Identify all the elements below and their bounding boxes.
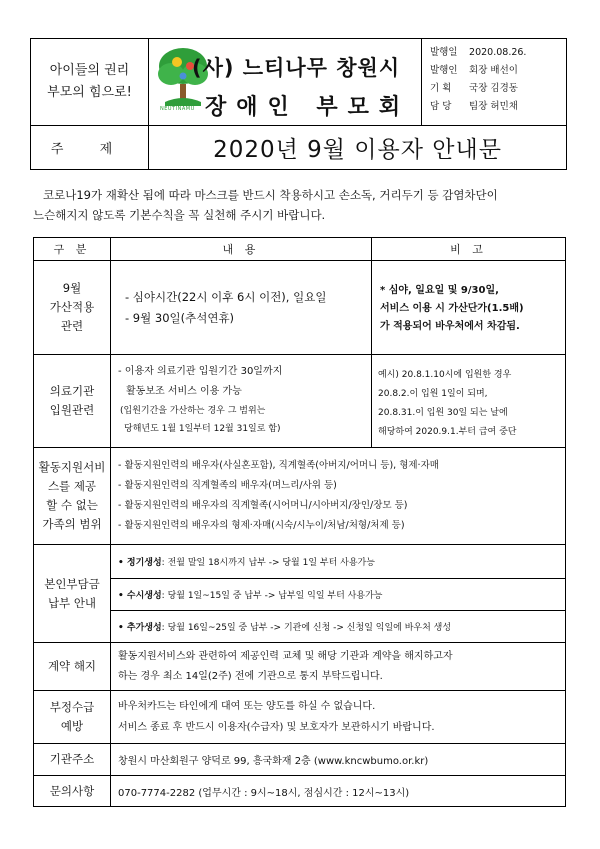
family-list <box>118 456 564 536</box>
logo-text: NEUTINAMU <box>160 106 195 112</box>
header-note: 비 고 <box>450 243 487 256</box>
slogan-line-1: 아이들의 권리 <box>49 63 130 78</box>
payment-regular: • 정기생성 : 전월 말일 18시까지 납부 -> 당월 1일 부터 사용가능 <box>118 558 375 568</box>
table-row-label-payment: 본인부담금 납부 안내 <box>44 576 100 610</box>
publish-date: 2020.08.26. <box>469 47 527 58</box>
intro-line-1: 코로나19가 재확산 됨에 따라 마스크를 반드시 착용하시고 손소독, 거리두기 등 감염차단이 <box>43 188 498 202</box>
list-item: - 활동지원인력의 배우자의 형제·자매(시숙/시누이/처남/처형/처제 등) <box>118 520 405 531</box>
header-content: 내 용 <box>222 243 260 256</box>
manager-row: 담 당 팀장 허민채 <box>430 101 518 112</box>
list-item: - 활동지원인력의 배우자의 직계혈족(시어머니/시아버지/장인/장모 등) <box>118 500 408 511</box>
table-row-label-family: 활동지원서비 스를 제공 할 수 없는 가족의 범위 <box>38 460 106 531</box>
table-row-label-fraud: 부정수급 예방 <box>49 700 95 733</box>
org-name-line-1: (사) 느티나무 창원시 <box>192 56 401 80</box>
extra-charge-note: * 심야, 일요일 및 9/30일, 서비스 이용 시 가산단가(1.5배) 가 적용되어 바우처에서 차감됨. <box>380 285 524 332</box>
intro-paragraph <box>33 185 573 225</box>
manager: 팀장 허민채 <box>469 101 518 112</box>
intro-line-2: 느슨해지지 않도록 기본수칙을 꼭 실천해 주시기 바랍니다. <box>33 208 326 222</box>
table-row-label-extra-charge: 9월 가산적용 관련 <box>49 281 95 333</box>
slogan <box>31 39 148 125</box>
publish-date-row: 발행일 2020.08.26. <box>430 47 527 58</box>
table-row-label-contact: 문의사항 <box>49 783 95 798</box>
address-value: 창원시 마산회원구 양덕로 99, 흥국화재 2층 (www.kncwbumo.or.kr) <box>118 756 429 767</box>
subject-label: 주 제 <box>50 142 129 157</box>
payment-additional: • 추가생성 : 당월 16일~25일 중 납부 -> 기관에 신청 -> 신청일 익일에 바우처 생성 <box>118 623 452 633</box>
publisher-row: 발행인 회장 배선이 <box>430 65 518 76</box>
table-row-label-hospital: 의료기관 입원관련 <box>49 384 95 417</box>
fraud-content: 바우처카드는 타인에게 대여 또는 양도를 하실 수 없습니다. 서비스 종료 후 반드시 이용자(수급자) 및 보호자가 보관하시기 바랍니다. <box>118 701 435 733</box>
extra-charge-content: - 심야시간(22시 이후 6시 이전), 일요일 - 9월 30일(추석연휴) <box>125 290 327 325</box>
slogan-line-2: 부모의 힘으로! <box>47 85 132 100</box>
publisher: 회장 배선이 <box>469 65 518 76</box>
payment-occasional: • 수시생성 : 당월 1일~15일 중 납부 -> 납부일 익일 부터 사용가능 <box>118 591 383 601</box>
publication-info <box>430 44 564 116</box>
header-category: 구 분 <box>53 243 91 256</box>
page-title: 2020년 9월 이용자 안내문 <box>213 137 502 163</box>
termination-content: 활동지원서비스와 관련하여 제공인력 교체 및 해당 기관과 계약을 해지하고자 하는 경우 최소 14일(2주) 전에 기관으로 통지 부탁드립니다. <box>118 651 453 682</box>
hospital-note: 예시) 20.8.1.10시에 입원한 경우 20.8.2.이 입원 1일이 되며, 20.8.31.이 입원 30일 되는 날에 해당하여 2020.9.1.부터 급여 중단 <box>378 370 517 437</box>
planner: 국장 김경동 <box>469 83 518 94</box>
table-row-label-termination: 계약 해지 <box>47 659 97 673</box>
planner-row: 기 획 국장 김경동 <box>430 83 518 94</box>
list-item: - 활동지원인력의 배우자(사실혼포함), 직계혈족(아버지/어머니 등), 형제·자매 <box>118 460 439 471</box>
list-item: - 활동지원인력의 직계혈족의 배우자(며느리/사위 등) <box>118 480 337 491</box>
contact-value: 070-7774-2282 (업무시간 : 9시~18시, 점심시간 : 12시~13시) <box>118 787 410 799</box>
hospital-content: - 이용자 의료기관 입원기간 30일까지 활동보조 서비스 이용 가능 (입원기간을 가산하는 경우 그 범위는 당해년도 1월 1일부터 12월 31일로 함) <box>118 366 283 434</box>
table-row-label-address: 기관주소 <box>49 752 95 766</box>
org-name-line-2: 장애인 부모회 <box>205 95 411 120</box>
